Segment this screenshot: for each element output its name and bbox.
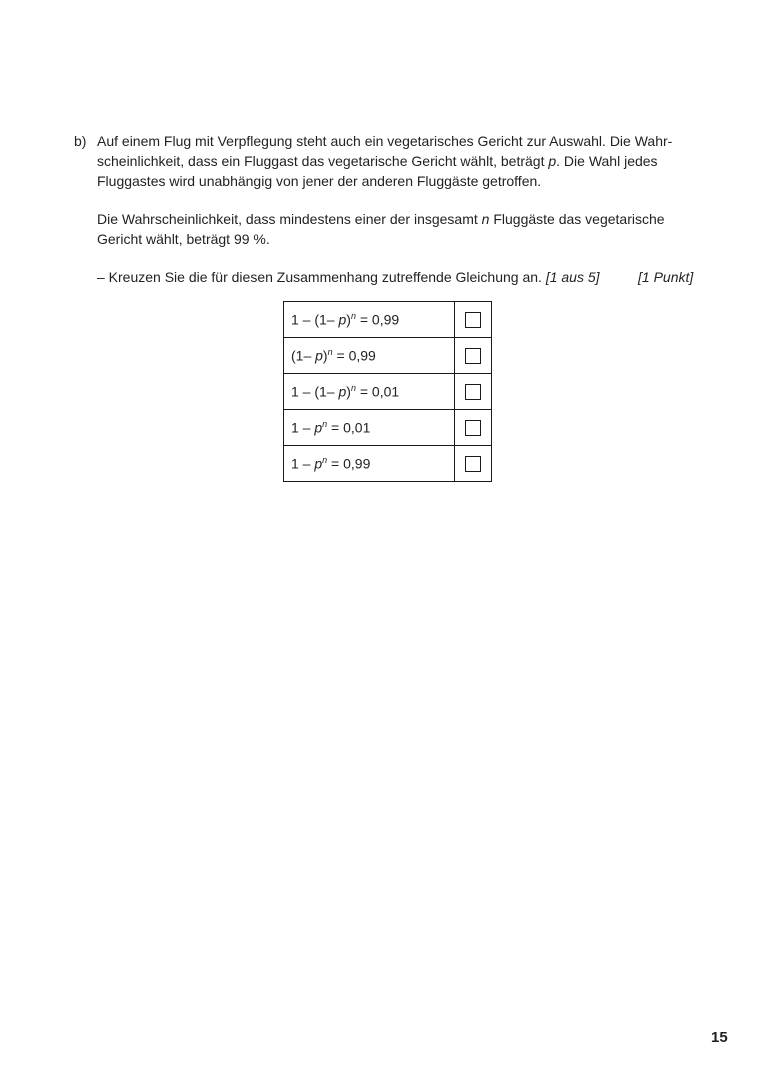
choice-equation: (1– p)$^n$ = 0,99: [284, 338, 455, 374]
choice-row: [284, 446, 492, 482]
choice-equation: $1 - p^n = 0,99$: [284, 446, 455, 482]
choice-checkbox[interactable]: [465, 420, 481, 436]
points-tag: [1 Punkt]: [638, 269, 694, 285]
choice-row: [284, 338, 492, 374]
task-label: b): [74, 133, 87, 149]
choice-checkbox[interactable]: [465, 384, 481, 400]
choice-checkbox-cell: [455, 374, 492, 410]
task-b: [74, 131, 714, 287]
choice-checkbox-cell: [455, 410, 492, 446]
text-line: Gericht wählt, beträgt 99 %.: [97, 231, 270, 247]
page-number: 15: [711, 1029, 728, 1046]
instruction-text: – Kreuzen Sie die für diesen Zusammenhang zutreffende Gleichung an.: [97, 269, 542, 285]
choice-equation: 1 – (1– p)$^n$ = 0,01: [284, 374, 455, 410]
format-tag: [1 aus 5]: [545, 269, 600, 285]
task-paragraph-1: [97, 131, 687, 191]
task-body: [97, 131, 714, 287]
text-line: Die Wahrscheinlichkeit, dass mindestens einer der insgesamt n Fluggäste das vegetarische: [97, 211, 665, 227]
choice-table: [283, 301, 492, 482]
choice-row: [284, 410, 492, 446]
task-instruction: [97, 267, 714, 287]
choice-checkbox-cell: [455, 302, 492, 338]
task-paragraph-2: [97, 209, 687, 249]
text-line: Fluggastes wird unabhängig von jener der anderen Fluggäste getroffen.: [97, 173, 542, 189]
choice-row: [284, 374, 492, 410]
choice-checkbox[interactable]: [465, 312, 481, 328]
text-line: scheinlichkeit, dass ein Fluggast das vegetarische Gericht wählt, beträgt p. Die Wahl jedes: [97, 153, 658, 169]
choice-checkbox-cell: [455, 446, 492, 482]
choice-checkbox[interactable]: [465, 456, 481, 472]
choice-row: [284, 302, 492, 338]
text-line: Auf einem Flug mit Verpflegung steht auch ein vegetarisches Gericht zur Auswahl. Die Wahr-: [97, 133, 673, 149]
choice-checkbox-cell: [455, 338, 492, 374]
choice-equation: 1 – (1– p)$^n$ = 0,99: [284, 302, 455, 338]
choice-equation: $1 - p^n = 0,01$: [284, 410, 455, 446]
choice-checkbox[interactable]: [465, 348, 481, 364]
